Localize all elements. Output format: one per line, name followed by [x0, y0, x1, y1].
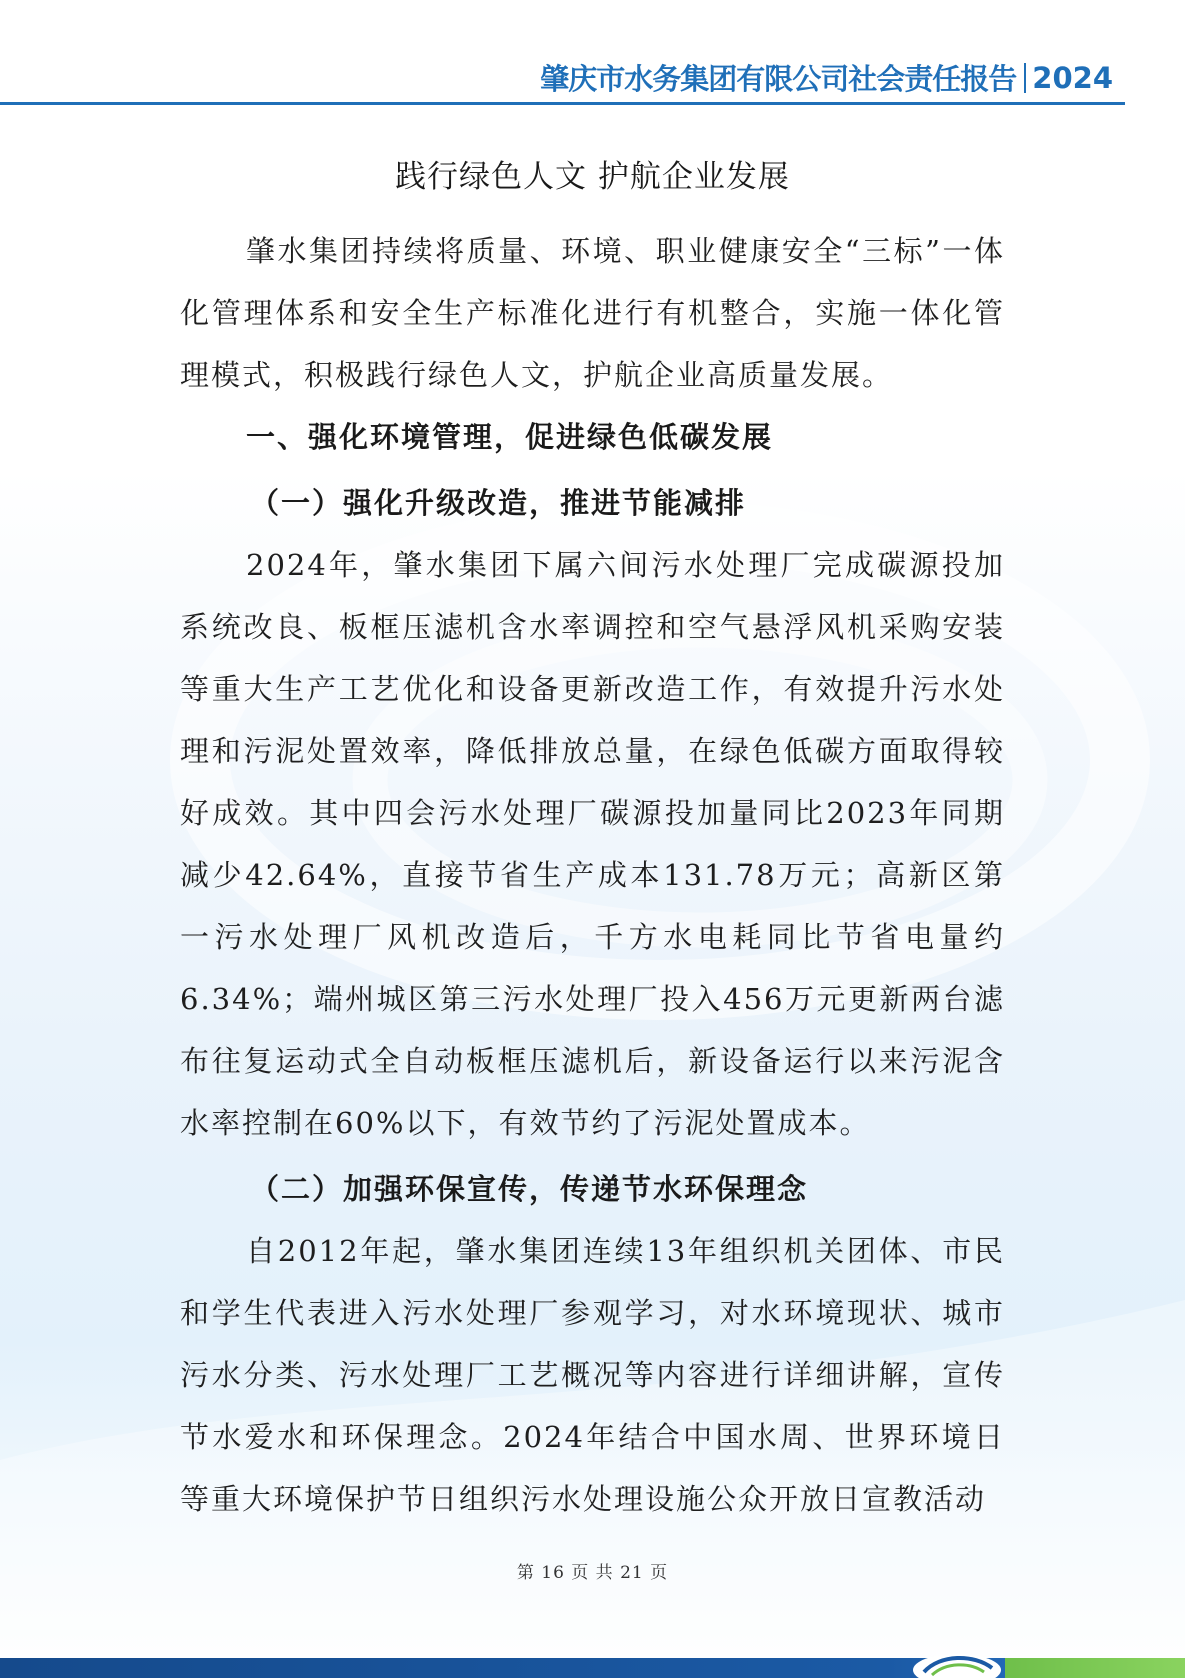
report-header-title [540, 57, 1113, 98]
header-separator [1024, 63, 1026, 93]
subsection-heading-2: （二）加强环保宣传，传递节水环保理念 [250, 1172, 809, 1206]
footer-green-band [1005, 1658, 1185, 1678]
document-title: 践行绿色人文 护航企业发展 [395, 159, 790, 195]
header-year: 2024 [1032, 60, 1113, 95]
header-rule [0, 102, 1125, 105]
document-body [180, 152, 1005, 1530]
intro-paragraph: 肇水集团持续将质量、环境、职业健康安全“三标”一体化管理体系和安全生产标准化进行有机整合，实施一体化管理模式，积极践行绿色人文，护航企业高质量发展。 [180, 234, 1005, 392]
header-company-report-title: 肇庆市水务集团有限公司社会责任报告 [540, 62, 1017, 96]
page-header [0, 0, 1185, 110]
subsection-heading-1: （一）强化升级改造，推进节能减排 [250, 486, 747, 520]
section-heading-1: 一、强化环境管理，促进绿色低碳发展 [246, 420, 774, 454]
footer-logo-icon [910, 1648, 1005, 1678]
subsection-2-paragraph: 自2012年起，肇水集团连续13年组织机关团体、市民和学生代表进入污水处理厂参观学习，对水环境现状、城市污水分类、污水处理厂工艺概况等内容进行详细讲解，宣传节水爱水和环保理念。2024年结合中国水周、世界环境日等重大环境保护节日组织污水处理设施公众开放日宣教活动 [180, 1234, 1005, 1516]
page-number: 第 16 页 共 21 页 [516, 1563, 669, 1583]
subsection-1-paragraph: 2024年，肇水集团下属六间污水处理厂完成碳源投加系统改良、板框压滤机含水率调控和空气悬浮风机采购安装等重大生产工艺优化和设备更新改造工作，有效提升污水处理和污泥处置效率，降低排放总量，在绿色低碳方面取得较好成效。其中四会污水处理厂碳源投加量同比2023年同期减少42.64%，直接节省生产成本131.78万元；高新区第一污水处理厂风机改造后，千方水电耗同比节省电量约6.34%；端州城区第三污水处理厂投入456万元更新两台滤布往复运动式全自动板框压滤机后，新设备运行以来污泥含水率控制在60%以下，有效节约了污泥处置成本。 [180, 548, 1005, 1140]
